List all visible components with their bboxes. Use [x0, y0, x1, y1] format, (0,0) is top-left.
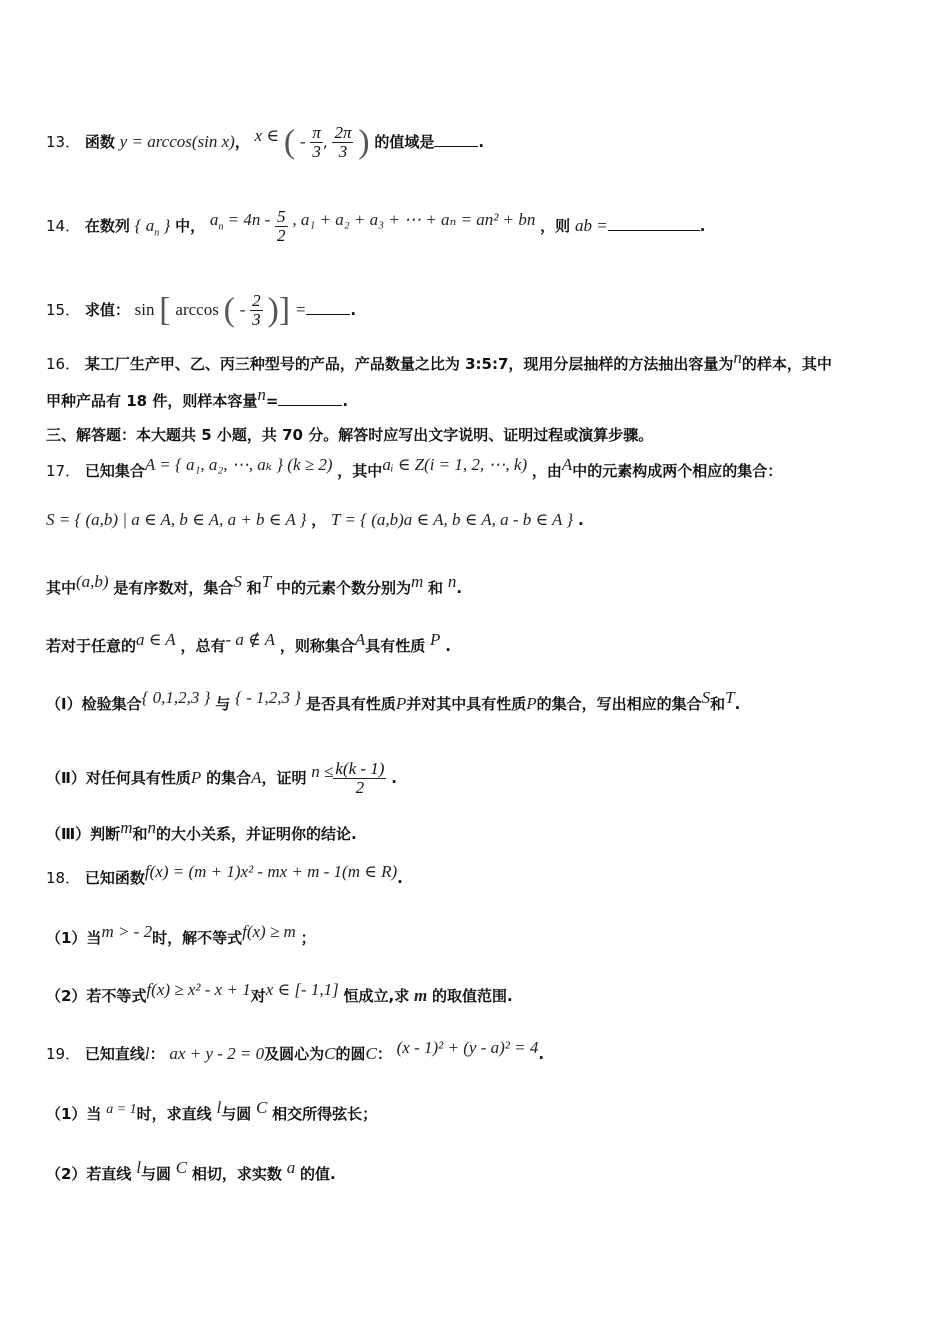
question-text: 与圆 [221, 1105, 252, 1123]
variable-a: a [286, 1158, 296, 1177]
formula: = 4n - [227, 210, 271, 229]
math-expression: (a,b) [76, 572, 109, 591]
question-17-line-2 [46, 508, 910, 532]
set-symbol: S [701, 688, 711, 707]
sin-function: sin [134, 300, 155, 319]
question-text: 是有序数对，集合 [113, 579, 234, 597]
denominator: 3 [338, 142, 348, 161]
punctuation: ： [376, 1045, 392, 1063]
question-16-line-1 [46, 348, 910, 376]
set-symbol: A [561, 455, 573, 474]
fraction [332, 124, 353, 161]
question-text: 是否具有性质 [305, 695, 396, 713]
question-text: （2）若直线 [46, 1165, 132, 1183]
question-19 [46, 1038, 910, 1066]
question-17-part-1 [46, 688, 910, 716]
set-symbol: A [354, 630, 366, 649]
math-expression: a = 1 [106, 1102, 137, 1117]
numerator: k(k - 1) [335, 759, 385, 778]
punctuation: ； [300, 929, 316, 947]
punctuation: . [699, 217, 706, 235]
question-text: 甲种产品有 18 件，则样本容量 [46, 392, 258, 410]
punctuation: ： [149, 1045, 165, 1063]
punctuation: . [577, 511, 584, 529]
center-symbol: C [324, 1044, 336, 1063]
question-text: 的样本，其中 [741, 355, 832, 373]
question-15 [46, 292, 910, 329]
question-text: 的集合，写出相应的集合 [536, 695, 702, 713]
question-text: 具有性质 [365, 637, 426, 655]
variable-n: n [733, 348, 742, 367]
punctuation: . [538, 1045, 545, 1063]
property-p: P [395, 694, 407, 713]
question-text: 在数列 [84, 217, 130, 235]
term: a [209, 210, 219, 229]
numerator: 5 [277, 207, 286, 226]
question-text: （Ⅰ）检验集合 [46, 695, 142, 713]
numerator: 2 [252, 291, 261, 310]
close-bracket: ] [278, 291, 291, 329]
punctuation: . [350, 301, 357, 319]
numerator: π [312, 123, 321, 142]
question-text: 的值. [299, 1165, 336, 1183]
punctuation: . [342, 392, 349, 410]
question-text: 已知直线 [84, 1045, 145, 1063]
question-number: 19． [46, 1045, 81, 1063]
question-text: 相切，求实数 [191, 1165, 282, 1183]
question-14 [46, 208, 910, 245]
question-number: 15． [46, 301, 81, 319]
question-text: ，总有 [180, 637, 226, 655]
question-number: 16． [46, 355, 81, 373]
section-heading [46, 423, 910, 447]
math-expression: f(x) = (m + 1)x² - mx + m - 1(m ∈ R) [144, 862, 398, 881]
question-text: 与圆 [140, 1165, 171, 1183]
punctuation: . [734, 695, 741, 713]
question-17-line-3 [46, 572, 910, 600]
close-paren: ) [267, 291, 279, 329]
set-symbol: T [725, 688, 735, 707]
question-16-line-2 [46, 385, 910, 413]
math-expression: f(x) ≥ m [242, 922, 296, 941]
denominator: 2 [277, 226, 286, 245]
property-p: P [190, 768, 202, 787]
question-text: 时，求直线 [136, 1105, 212, 1123]
question-text: 的大小关系，并证明你的结论. [155, 825, 357, 843]
close-paren: ) [358, 123, 370, 161]
minus-sign: - [299, 132, 306, 151]
question-text: 和 [246, 579, 262, 597]
math-expression: (x - 1)² + (y - a)² = 4 [396, 1038, 539, 1057]
question-text: 的取值范围. [432, 987, 513, 1005]
punctuation: . [478, 133, 485, 151]
math-expression: f(x) ≥ x² - x + 1 [146, 980, 251, 999]
question-18-part-1 [46, 922, 910, 950]
circle-symbol: C [175, 1158, 188, 1177]
question-text: 并对其中具有性质 [406, 695, 527, 713]
question-text: 函数 [84, 133, 115, 151]
question-text: 若对于任意的 [46, 637, 137, 655]
math-expression: aᵢ ∈ Z(i = 1, 2, ⋯, k) [382, 455, 528, 474]
question-text: 和 [132, 825, 148, 843]
math-expression: x ∈ [254, 126, 280, 145]
sequence-symbol: a [145, 216, 155, 235]
math-expression: n ≤ [311, 762, 334, 781]
math-expression: { - 1,2,3 } [235, 688, 302, 707]
question-text: ，由 [531, 462, 562, 480]
variable-n: n [147, 818, 156, 837]
question-text: 相交所得弦长； [272, 1105, 378, 1123]
question-text: 求值： [84, 301, 130, 319]
punctuation: . [456, 579, 463, 597]
question-text: （1）当 [46, 929, 102, 947]
variable-m: m [120, 818, 133, 837]
math-expression: , a₁ + a₂ + a₃ + ⋯ + aₙ = an² + bn [292, 210, 536, 229]
question-text: 和 [428, 579, 444, 597]
fraction [333, 760, 386, 797]
question-18-part-2 [46, 980, 910, 1008]
question-19-part-1 [46, 1098, 910, 1128]
variable-n: n [257, 385, 266, 404]
question-text: 的值域是 [374, 133, 435, 151]
question-18 [46, 862, 910, 890]
math-expression: S = { (a,b) | a ∈ A, b ∈ A, a + b ∈ A } [46, 510, 307, 529]
property-p: P [430, 630, 441, 649]
math-expression: y = arccos(sin x) [119, 132, 235, 151]
variable-m: m [414, 986, 428, 1005]
question-text: ，则 [540, 217, 571, 235]
question-text: 已知集合 [84, 462, 145, 480]
set-symbol: A [251, 768, 262, 787]
punctuation: ， [234, 133, 250, 151]
question-17-line-4 [46, 630, 910, 658]
math-expression: T = { (a,b)a ∈ A, b ∈ A, a - b ∈ A } [331, 510, 574, 529]
question-text: 的集合 [206, 769, 252, 787]
answer-blank[interactable] [608, 214, 700, 231]
punctuation: ， [311, 511, 327, 529]
question-text: 中的元素构成两个相应的集合： [572, 462, 783, 480]
question-text: 已知函数 [84, 869, 145, 887]
question-text: 恒成立,求 [343, 987, 410, 1005]
question-text: 中， [175, 217, 206, 235]
question-text: 及圆心为 [264, 1045, 325, 1063]
question-text: （Ⅲ）判断 [46, 825, 121, 843]
math-expression: ax + y - 2 = 0 [169, 1044, 265, 1063]
sequence: { $a_n$ } [134, 216, 171, 239]
question-number: 14． [46, 217, 81, 235]
question-text: 对 [250, 987, 266, 1005]
variable-n: n [447, 572, 457, 591]
fraction [250, 292, 263, 329]
question-text: （1）当 [46, 1105, 102, 1123]
question-text: 和 [710, 695, 726, 713]
denominator: 2 [355, 778, 365, 797]
denominator: 3 [312, 142, 321, 161]
question-text: ，证明 [261, 769, 307, 787]
property-p: P [526, 694, 537, 713]
math-expression: a ∈ A [136, 630, 176, 649]
line-symbol: l [136, 1158, 141, 1177]
question-text: （Ⅱ）对任何具有性质 [46, 769, 191, 787]
question-text: 中的元素个数分别为 [275, 579, 411, 597]
fraction [275, 208, 288, 245]
question-17-part-2 [46, 760, 910, 797]
circle-symbol: C [365, 1044, 377, 1063]
math-expression: - a ∉ A [225, 630, 276, 649]
open-bracket: [ [159, 291, 171, 329]
denominator: 3 [252, 310, 261, 329]
question-text: ，其中 [337, 462, 383, 480]
question-text: 的圆 [335, 1045, 366, 1063]
question-19-part-2 [46, 1158, 910, 1186]
question-17-part-3 [46, 818, 910, 846]
numerator: 2π [334, 123, 352, 142]
open-paren: ( [223, 291, 235, 329]
math-expression: m > - 2 [101, 922, 153, 941]
question-text: 与 [215, 695, 231, 713]
fraction [310, 124, 323, 161]
circle-symbol: C [256, 1098, 268, 1117]
math-expression: A = { a₁, a₂, ⋯, aₖ } (k ≥ 2) [144, 455, 333, 474]
question-text: 时，解不等式 [152, 929, 243, 947]
section-title: 三、解答题：本大题共 5 小题，共 70 分。解答时应写出文字说明、证明过程或演算步骤。 [46, 426, 654, 444]
question-number: 13． [46, 133, 81, 151]
line-symbol: l [144, 1044, 150, 1063]
question-text: ，则称集合 [279, 637, 355, 655]
question-17-line-1 [46, 455, 910, 483]
math-expression: $a_n = 4n$ - [209, 210, 271, 233]
punctuation: . [397, 869, 403, 887]
math-expression: { 0,1,2,3 } [141, 688, 211, 707]
answer-blank[interactable] [434, 130, 478, 147]
punctuation: . [391, 769, 397, 787]
question-text: （2）若不等式 [46, 987, 147, 1005]
question-13: 13． 函数 y = arccos(sin x)， x ∈ ( - $\frac{\pi}{3}$ , $\frac{2\pi}{3}$ ) 的值域是 . [46, 123, 485, 161]
answer-blank[interactable] [306, 298, 350, 315]
math-expression: x ∈ [- 1,1] [265, 980, 339, 999]
answer-blank[interactable] [278, 389, 342, 406]
equals-sign: = [294, 300, 307, 319]
open-paren: ( [283, 123, 296, 161]
question-text: 其中 [46, 579, 77, 597]
punctuation: . [445, 637, 451, 655]
arccos-function: arccos [175, 300, 219, 319]
question-number: 18． [46, 869, 81, 887]
set-symbol: S [233, 572, 242, 591]
line-symbol: l [216, 1098, 222, 1117]
variable-m: m [410, 572, 424, 591]
question-text: 某工厂生产甲、乙、丙三种型号的产品，产品数量之比为 3:5:7，现用分层抽样的方法抽出容量为 [84, 355, 734, 373]
question-number: 17． [46, 462, 81, 480]
math-expression: ab = [574, 216, 608, 235]
minus-sign: - [239, 300, 246, 319]
set-symbol: T [261, 572, 272, 591]
equals-sign: = [265, 392, 279, 410]
